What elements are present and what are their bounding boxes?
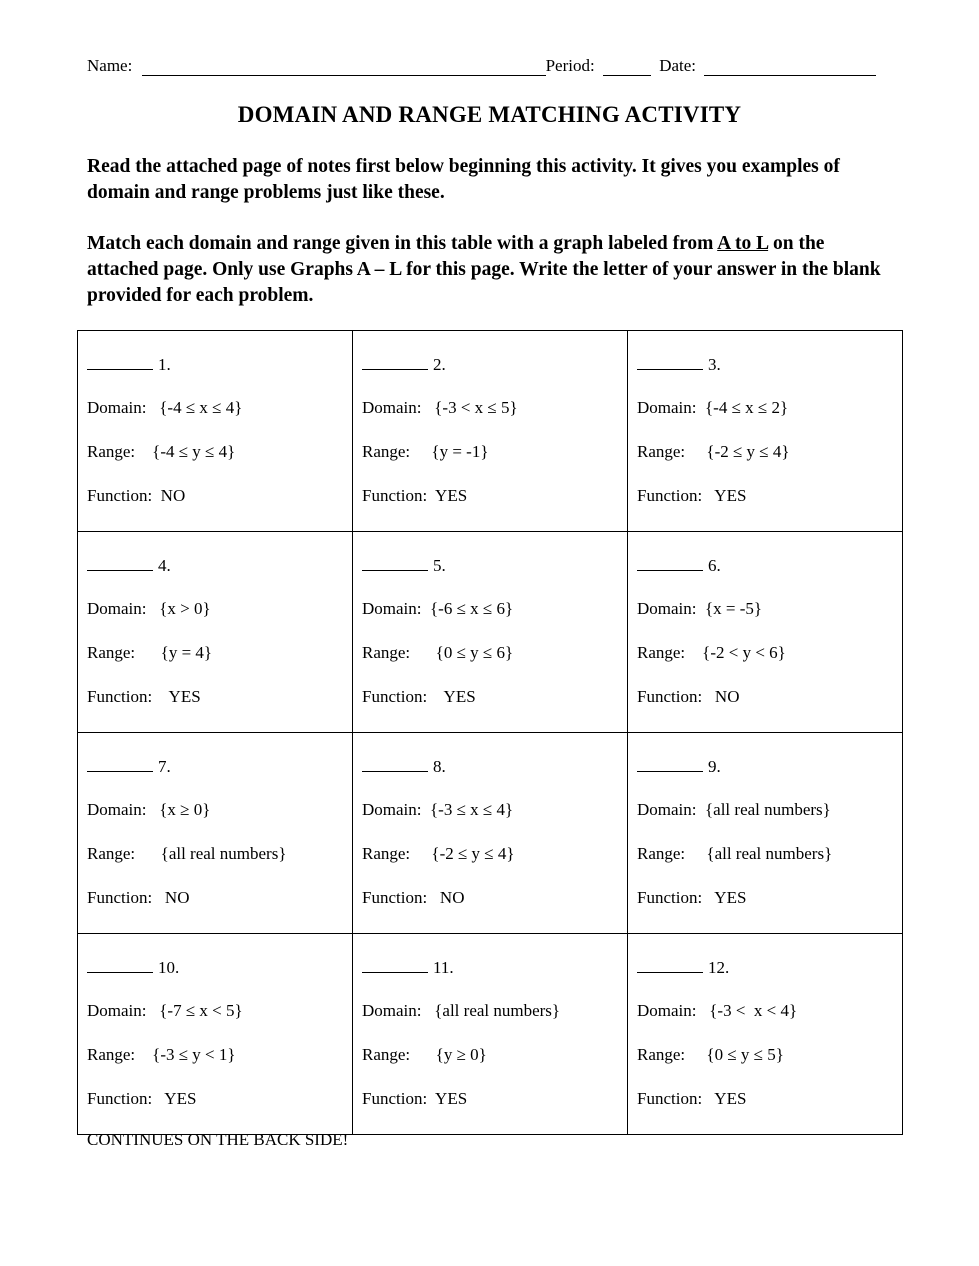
problem-number-line: [362, 532, 627, 600]
problems-table: [77, 330, 903, 1135]
range-line: [637, 845, 902, 889]
problem-number-line: [87, 331, 352, 399]
answer-blank[interactable]: [87, 958, 153, 973]
function-value: YES: [152, 1089, 197, 1108]
range-value: {-2 < y < 6}: [685, 643, 786, 662]
range-label: Range:: [87, 1045, 136, 1064]
domain-label: Domain:: [87, 1001, 147, 1020]
function-value: NO: [152, 888, 190, 907]
range-line: [87, 644, 352, 688]
period-field[interactable]: [603, 57, 651, 76]
function-value: YES: [702, 888, 747, 907]
problem-number: 11.: [433, 958, 454, 977]
problem-number: 5.: [433, 556, 446, 575]
domain-line: [362, 1002, 627, 1046]
function-label: Function:: [362, 1089, 428, 1108]
name-label: Name:: [87, 56, 133, 75]
domain-line: [362, 801, 627, 845]
range-line: [362, 845, 627, 889]
answer-blank[interactable]: [362, 355, 428, 370]
footer-note: CONTINUES ON THE BACK SIDE!: [87, 1130, 349, 1149]
range-line: [362, 443, 627, 487]
problem-cell: [78, 331, 353, 532]
range-label: Range:: [362, 1045, 411, 1064]
domain-line: [637, 801, 902, 845]
range-value: {0 ≤ y ≤ 6}: [410, 643, 514, 662]
domain-line: [87, 600, 352, 644]
instructions-paragraph-2: [87, 231, 897, 309]
range-line: [87, 845, 352, 889]
range-label: Range:: [637, 844, 686, 863]
function-line: [362, 487, 627, 531]
problem-number-line: [637, 733, 902, 801]
domain-label: Domain:: [87, 599, 147, 618]
problem-cell: [628, 934, 903, 1135]
problem-cell: [628, 733, 903, 934]
answer-blank[interactable]: [362, 556, 428, 571]
answer-blank[interactable]: [362, 757, 428, 772]
instructions-text-after: on the attached page. Only use Graphs A – L for this page. Write the letter of your answer in the blank provided for each problem.: [87, 233, 881, 306]
domain-line: [362, 399, 627, 443]
domain-line: [87, 1002, 352, 1046]
problem-number-line: [87, 532, 352, 600]
function-line: [362, 688, 627, 732]
function-line: [637, 889, 902, 933]
answer-blank[interactable]: [87, 757, 153, 772]
range-label: Range:: [362, 442, 411, 461]
range-value: {y ≥ 0}: [410, 1045, 487, 1064]
date-label: Date:: [659, 56, 697, 75]
problem-cell: [78, 934, 353, 1135]
function-label: Function:: [87, 888, 153, 907]
problem-number: 10.: [158, 958, 180, 977]
function-value: YES: [427, 1089, 468, 1108]
instructions-text-before: Match each domain and range given in this table with a graph labeled from: [87, 233, 718, 254]
range-label: Range:: [87, 844, 136, 863]
range-value: {-3 ≤ y < 1}: [135, 1045, 236, 1064]
domain-label: Domain:: [637, 599, 697, 618]
function-line: [362, 889, 627, 933]
problem-number-line: [87, 934, 352, 1002]
domain-value: {-6 ≤ x ≤ 6}: [421, 599, 514, 618]
domain-value: {all real numbers}: [421, 1001, 561, 1020]
answer-blank[interactable]: [362, 958, 428, 973]
range-line: [87, 443, 352, 487]
domain-label: Domain:: [362, 800, 422, 819]
range-label: Range:: [637, 1045, 686, 1064]
domain-value: {-3 ≤ x ≤ 4}: [421, 800, 514, 819]
student-info-line: [87, 56, 887, 82]
function-label: Function:: [87, 486, 153, 505]
answer-blank[interactable]: [87, 556, 153, 571]
problems-row: [78, 934, 903, 1135]
function-label: Function:: [362, 486, 428, 505]
function-line: [87, 1090, 352, 1134]
range-line: [637, 644, 902, 688]
domain-value: {-4 ≤ x ≤ 4}: [146, 398, 243, 417]
instructions-paragraph-1: Read the attached page of notes first below beginning this activity. It gives you examples of domain and range problems just like these.: [87, 156, 840, 203]
date-field[interactable]: [704, 57, 876, 76]
name-field[interactable]: [142, 57, 546, 76]
problem-number: 12.: [708, 958, 730, 977]
problem-cell: [628, 532, 903, 733]
problems-row: [78, 733, 903, 934]
problem-number-line: [637, 934, 902, 1002]
problem-cell: [78, 733, 353, 934]
problem-number-line: [362, 733, 627, 801]
range-line: [362, 644, 627, 688]
answer-blank[interactable]: [637, 757, 703, 772]
function-line: [87, 889, 352, 933]
range-value: {all real numbers}: [685, 844, 833, 863]
problem-number-line: [87, 733, 352, 801]
problem-number: 1.: [158, 355, 171, 374]
function-line: [87, 688, 352, 732]
domain-label: Domain:: [362, 398, 422, 417]
problem-number: 2.: [433, 355, 446, 374]
problem-cell: [78, 532, 353, 733]
domain-value: {-3 < x ≤ 5}: [421, 398, 518, 417]
domain-line: [87, 399, 352, 443]
function-label: Function:: [637, 687, 703, 706]
problem-cell: [628, 331, 903, 532]
range-value: {0 ≤ y ≤ 5}: [685, 1045, 784, 1064]
domain-label: Domain:: [87, 800, 147, 819]
range-label: Range:: [362, 643, 411, 662]
domain-line: [87, 801, 352, 845]
range-label: Range:: [637, 643, 686, 662]
function-value: YES: [427, 687, 476, 706]
problem-number-line: [362, 934, 627, 1002]
function-label: Function:: [637, 888, 703, 907]
domain-value: {x = -5}: [696, 599, 763, 618]
range-line: [637, 443, 902, 487]
range-value: {-2 ≤ y ≤ 4}: [685, 442, 790, 461]
range-label: Range:: [637, 442, 686, 461]
function-value: YES: [152, 687, 201, 706]
domain-line: [362, 600, 627, 644]
problem-cell: [353, 331, 628, 532]
range-line: [362, 1046, 627, 1090]
function-value: YES: [427, 486, 468, 505]
problem-cell: [353, 532, 628, 733]
function-value: NO: [702, 687, 740, 706]
domain-value: {-7 ≤ x < 5}: [146, 1001, 243, 1020]
answer-blank[interactable]: [637, 958, 703, 973]
problem-number: 8.: [433, 757, 446, 776]
function-line: [637, 1090, 902, 1134]
domain-value: {x > 0}: [146, 599, 211, 618]
domain-label: Domain:: [637, 1001, 697, 1020]
range-value: {y = -1}: [410, 442, 489, 461]
function-value: NO: [152, 486, 186, 505]
function-label: Function:: [362, 888, 428, 907]
function-line: [362, 1090, 627, 1134]
function-label: Function:: [637, 486, 703, 505]
domain-value: {x ≥ 0}: [146, 800, 211, 819]
function-label: Function:: [362, 687, 428, 706]
problem-number: 7.: [158, 757, 171, 776]
domain-value: {-3 < x < 4}: [696, 1001, 798, 1020]
range-line: [87, 1046, 352, 1090]
problem-number-line: [637, 331, 902, 399]
function-value: YES: [702, 1089, 747, 1108]
period-label: Period:: [545, 56, 595, 75]
answer-blank[interactable]: [637, 556, 703, 571]
domain-value: {-4 ≤ x ≤ 2}: [696, 398, 789, 417]
problem-number: 9.: [708, 757, 721, 776]
function-line: [87, 487, 352, 531]
function-line: [637, 487, 902, 531]
domain-label: Domain:: [362, 599, 422, 618]
range-line: [637, 1046, 902, 1090]
problems-row: [78, 331, 903, 532]
domain-label: Domain:: [87, 398, 147, 417]
function-value: YES: [702, 486, 747, 505]
range-value: {all real numbers}: [135, 844, 287, 863]
problem-number: 4.: [158, 556, 171, 575]
function-label: Function:: [87, 1089, 153, 1108]
domain-line: [637, 600, 902, 644]
problem-cell: [353, 733, 628, 934]
problem-number: 6.: [708, 556, 721, 575]
range-label: Range:: [87, 643, 136, 662]
problem-number-line: [362, 331, 627, 399]
function-label: Function:: [637, 1089, 703, 1108]
page-title: DOMAIN AND RANGE MATCHING ACTIVITY: [237, 102, 742, 127]
problem-number-line: [637, 532, 902, 600]
function-line: [637, 688, 902, 732]
domain-label: Domain:: [637, 800, 697, 819]
answer-blank[interactable]: [637, 355, 703, 370]
domain-value: {all real numbers}: [696, 800, 831, 819]
domain-line: [637, 1002, 902, 1046]
range-value: {y = 4}: [135, 643, 213, 662]
answer-blank[interactable]: [87, 355, 153, 370]
domain-label: Domain:: [362, 1001, 422, 1020]
range-value: {-4 ≤ y ≤ 4}: [135, 442, 236, 461]
range-value: {-2 ≤ y ≤ 4}: [410, 844, 515, 863]
range-label: Range:: [362, 844, 411, 863]
problem-cell: [353, 934, 628, 1135]
graph-range-emphasis: A to L: [717, 233, 769, 254]
range-label: Range:: [87, 442, 136, 461]
function-value: NO: [427, 888, 465, 907]
function-label: Function:: [87, 687, 153, 706]
domain-label: Domain:: [637, 398, 697, 417]
domain-line: [637, 399, 902, 443]
problem-number: 3.: [708, 355, 721, 374]
problems-row: [78, 532, 903, 733]
